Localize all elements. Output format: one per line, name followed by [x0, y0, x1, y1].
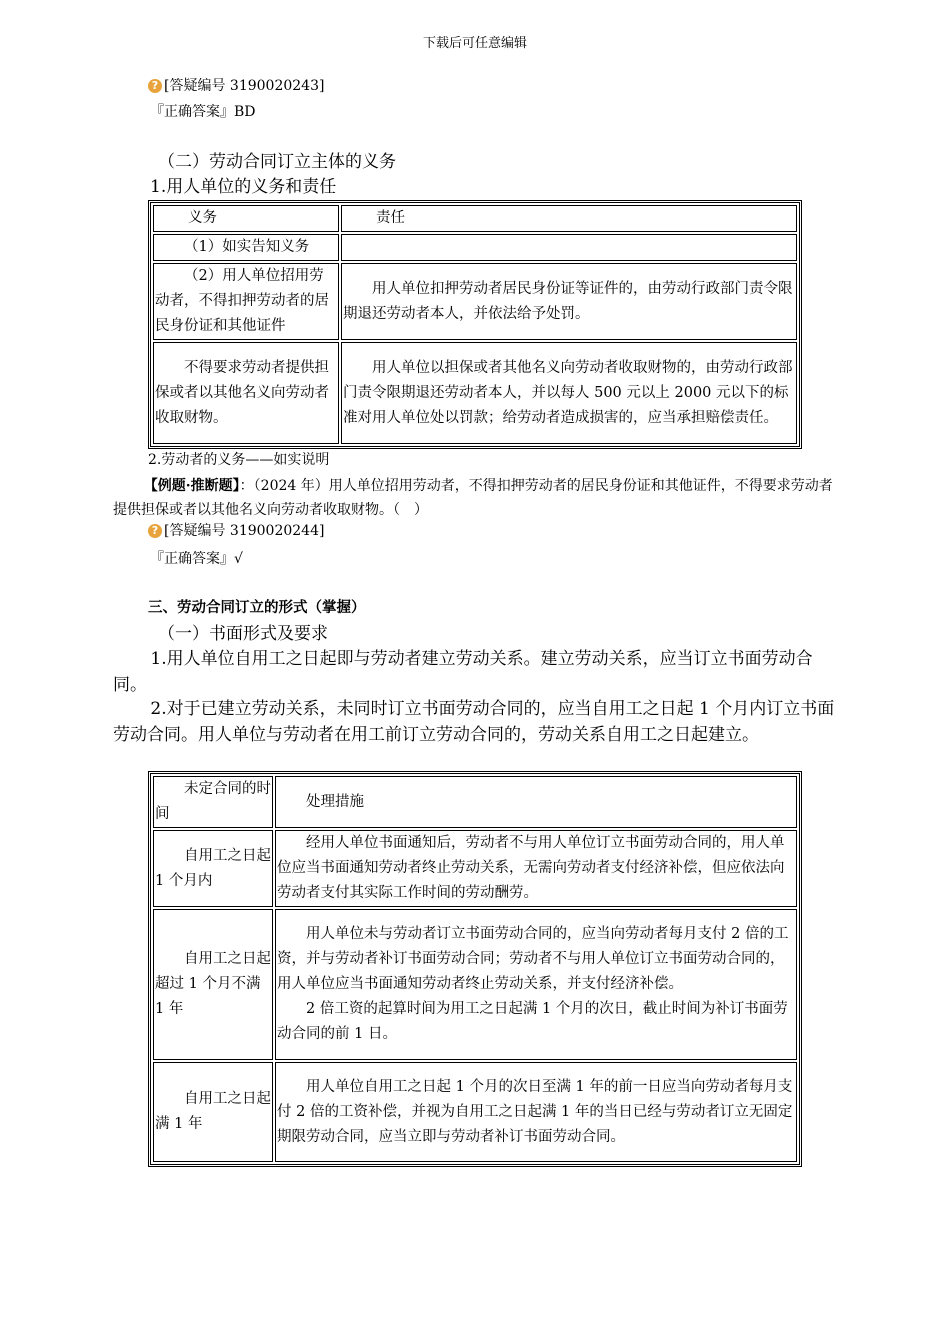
table-cell: 用人单位扣押劳动者居民身份证等证件的，由劳动行政部门责令限期退还劳动者本人，并依法给予处罚。 [341, 263, 797, 340]
table-cell [275, 909, 797, 1060]
paragraph: 1.用人单位自用工之日起即与劳动者建立劳动关系。建立劳动关系，应当订立书面劳动合同。 [113, 649, 813, 695]
measure-paragraph: 用人单位未与劳动者订立书面劳动合同的，应当向劳动者每月支付 2 倍的工资，并与劳动者补订书面劳动合同；劳动者不与用人单位订立书面劳动合同的，用人单位应当书面通知劳动者终止劳动关系，并支付经济补偿。 [277, 926, 789, 992]
table-header-row [153, 776, 797, 828]
section-title: （二）劳动合同订立主体的义务 [158, 152, 396, 172]
table-header: 未定合同的时间 [153, 776, 273, 828]
table-cell: 自用工之日起超过 1 个月不满 1 年 [153, 909, 273, 1060]
example-label: 【例题·推断题】 [143, 478, 240, 494]
qa-id: [答疑编号 3190020243] [164, 78, 325, 94]
table-cell: 经用人单位书面通知后，劳动者不与用人单位订立书面劳动合同的，用人单位应当书面通知劳动者终止劳动关系，无需向劳动者支付经济补偿，但应依法向劳动者支付其实际工作时间的劳动酬劳。 [275, 830, 797, 907]
table-cell: 用人单位自用工之日起 1 个月的次日至满 1 年的前一日应当向劳动者每月支付 2 倍的工资补偿，并视为自用工之日起满 1 年的当日已经与劳动者订立无固定期限劳动合同，应当立即与劳动者补订书面劳动合同。 [275, 1062, 797, 1162]
subsection-title: 2.劳动者的义务——如实说明 [148, 452, 330, 468]
table-header-row [153, 205, 797, 232]
subsection-title: （一）书面形式及要求 [158, 624, 328, 644]
table-row [153, 342, 797, 444]
measure-paragraph: 2 倍工资的起算时间为用工之日起满 1 个月的次日，截止时间为补订书面劳动合同的前 1 日。 [277, 1001, 788, 1042]
table-cell: 不得要求劳动者提供担保或者以其他名义向劳动者收取财物。 [153, 342, 339, 444]
table-header: 处理措施 [275, 776, 797, 828]
contract-time-table [148, 771, 802, 1167]
correct-answer-2: 『正确答案』√ [150, 551, 243, 567]
correct-answer-1: 『正确答案』BD [150, 104, 256, 120]
page-header: 下载后可任意编辑 [422, 36, 527, 51]
table-cell: 自用工之日起满 1 年 [153, 1062, 273, 1162]
table-row [153, 830, 797, 907]
table-cell: 自用工之日起 1 个月内 [153, 830, 273, 907]
table-cell: （1）如实告知义务 [153, 234, 339, 261]
qa-ref-1 [148, 76, 324, 96]
qa-id: [答疑编号 3190020244] [164, 523, 325, 539]
table-header: 义务 [153, 205, 339, 232]
help-icon[interactable]: ? [148, 79, 162, 93]
table-cell: 用人单位以担保或者其他名义向劳动者收取财物的，由劳动行政部门责令限期退还劳动者本人，并以每人 500 元以上 2000 元以下的标准对用人单位处以罚款；给劳动者造成损害的，应当承担赔偿责任。 [341, 342, 797, 444]
duties-table [148, 200, 802, 449]
help-icon[interactable]: ? [148, 524, 162, 538]
example-question [113, 474, 841, 522]
table-cell [341, 234, 797, 261]
paragraph: 2.对于已建立劳动关系，未同时订立书面劳动合同的，应当自用工之日起 1 个月内订立书面劳动合同。用人单位与劳动者在用工前订立劳动合同的，劳动关系自用工之日起建立。 [113, 699, 835, 745]
table-row [153, 909, 797, 1060]
table-row [153, 263, 797, 340]
table-row [153, 1062, 797, 1162]
subsection-title: 1.用人单位的义务和责任 [150, 177, 337, 197]
section-title: 三、劳动合同订立的形式（掌握） [148, 599, 366, 616]
table-cell: （2）用人单位招用劳动者，不得扣押劳动者的居民身份证和其他证件 [153, 263, 339, 340]
qa-ref-2 [148, 521, 324, 541]
table-row [153, 234, 797, 261]
example-text: ：（2024 年）用人单位招用劳动者，不得扣押劳动者的居民身份证和其他证件，不得要求劳动者提供担保或者以其他名义向劳动者收取财物。（ ） [113, 478, 833, 518]
table-header: 责任 [341, 205, 797, 232]
